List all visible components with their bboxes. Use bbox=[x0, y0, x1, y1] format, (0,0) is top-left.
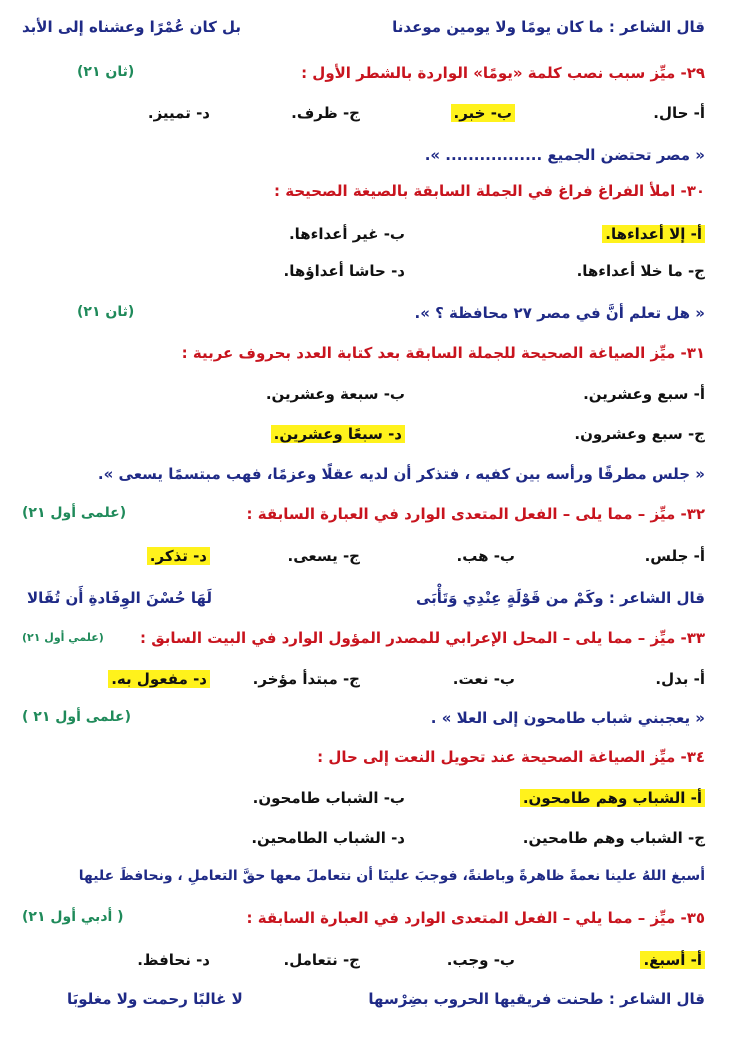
sentence-30: « مصر تحتضن الجميع ................. ». bbox=[424, 146, 705, 164]
option-b[interactable]: ب- نعت. bbox=[452, 670, 515, 688]
option-d[interactable]: د- الشباب الطامحين. bbox=[251, 829, 405, 847]
option-d-correct[interactable]: د- تذكر. bbox=[147, 547, 210, 565]
option-c[interactable]: ج- نتعامل. bbox=[283, 951, 360, 969]
option-b[interactable]: ب- الشباب طامحون. bbox=[252, 789, 405, 807]
verse-second-hemistich: لَهَا حُسْنَ الوِفَادةِ أَن تُقَالا bbox=[27, 589, 212, 607]
option-b[interactable]: ب- غير أعداءها. bbox=[288, 225, 405, 243]
sentence-35: أسبغ اللهُ علينا نعمةً ظاهرةً وباطنةً، فوجبَ علينَا أن نتعاملَ معها حقَّ التعاملِ ، ونحافظَ عليها bbox=[78, 868, 705, 884]
question-title: ٣٣- ميِّز – مما يلى – المحل الإعرابي للمصدر المؤول الوارد في البيت السابق : bbox=[140, 629, 705, 647]
option-b[interactable]: ب- سبعة وعشرين. bbox=[265, 385, 405, 403]
verse-first-hemistich: قال الشاعر : وكَمْ من قَوْلَةٍ عِنْدِي وَتَأْبَى bbox=[416, 589, 705, 607]
option-d[interactable]: د- نحافظ. bbox=[137, 951, 210, 969]
question-32 bbox=[22, 505, 705, 523]
exam-tag: ( أدبي أول ٢١) bbox=[22, 909, 124, 925]
option-a[interactable]: أ- حال. bbox=[653, 104, 705, 122]
question-33 bbox=[22, 629, 705, 647]
option-a[interactable]: أ- بدل. bbox=[655, 670, 705, 688]
option-c[interactable]: ج- مبتدأ مؤخر. bbox=[252, 670, 360, 688]
sentence-32: « جلس مطرقًا ورأسه بين كفيه ، فتذكر أن لديه عقلًا وعزمًا، فهب مبتسمًا يسعى ». bbox=[97, 465, 705, 483]
verse-second-hemistich: بل كان عُمْرًا وعشناه إلى الأبد bbox=[22, 18, 242, 36]
option-c[interactable]: ج- ما خلا أعداءها. bbox=[576, 262, 705, 280]
option-b[interactable]: ب- وجب. bbox=[446, 951, 515, 969]
question-title: ٣٠- املأ الفراغ فراغ في الجملة السابقة بالصيغة الصحيحة : bbox=[274, 182, 705, 200]
question-title: ٢٩- ميِّز سبب نصب كلمة «يومًا» الواردة بالشطر الأول : bbox=[301, 64, 705, 82]
sentence-text: « يعجبني شباب طامحون إلى العلا » . bbox=[430, 709, 705, 727]
option-d[interactable]: د- تمييز. bbox=[147, 104, 210, 122]
question-29 bbox=[22, 64, 705, 82]
exam-tag: (ثان ٢١) bbox=[77, 64, 135, 80]
question-35 bbox=[22, 909, 705, 927]
exam-tag: (علمى أول ٢١ ) bbox=[22, 709, 131, 725]
exam-tag: (ثان ٢١) bbox=[77, 304, 135, 320]
question-title: ٣٤- ميِّز الصياغة الصحيحة عند تحويل النعت إلى حال : bbox=[317, 748, 705, 766]
option-b[interactable]: ب- هب. bbox=[456, 547, 515, 565]
option-d[interactable]: د- حاشا أعداؤها. bbox=[283, 262, 405, 280]
option-c[interactable]: ج- سبع وعشرون. bbox=[574, 425, 705, 443]
question-31 bbox=[22, 344, 705, 362]
option-c[interactable]: ج- يسعى. bbox=[287, 547, 360, 565]
option-c[interactable]: ج- ظرف. bbox=[291, 104, 360, 122]
option-b-correct[interactable]: ب- خبر. bbox=[451, 104, 515, 122]
question-title: ٣٢- ميِّز – مما يلى – الفعل المتعدى الوارد في العبارة السابقة : bbox=[246, 505, 705, 523]
option-d-correct[interactable]: د- سبعًا وعشرين. bbox=[271, 425, 405, 443]
verse-first-hemistich: قال الشاعر : ما كان يومًا ولا يومين موعدنا bbox=[392, 18, 705, 36]
option-d-correct[interactable]: د- مفعول به. bbox=[108, 670, 210, 688]
option-a-correct[interactable]: أ- أسبغ. bbox=[640, 951, 705, 969]
option-a[interactable]: أ- جلس. bbox=[644, 547, 705, 565]
verse-first-hemistich: قال الشاعر : طحنت فريقيها الحروب بضِرْسها bbox=[368, 990, 705, 1008]
question-title: ٣١- ميِّز الصياغة الصحيحة للجملة السابقة بعد كتابة العدد بحروف عربية : bbox=[181, 344, 705, 362]
sentence-34 bbox=[22, 709, 705, 727]
exam-tag: (علمى أول ٢١) bbox=[22, 505, 127, 521]
sentence-31 bbox=[22, 304, 705, 322]
sentence-text: « هل تعلم أنَّ في مصر ٢٧ محافظة ؟ ». bbox=[414, 304, 705, 322]
question-title: ٣٥- ميِّز – مما يلي – الفعل المتعدى الوارد في العبارة السابقة : bbox=[246, 909, 705, 927]
option-c[interactable]: ج- الشباب وهم طامحين. bbox=[522, 829, 705, 847]
question-30 bbox=[22, 182, 705, 200]
question-34 bbox=[22, 748, 705, 766]
option-a-correct[interactable]: أ- الشباب وهم طامحون. bbox=[520, 789, 705, 807]
option-a[interactable]: أ- سبع وعشرين. bbox=[583, 385, 705, 403]
option-a-correct[interactable]: أ- إلا أعداءها. bbox=[602, 225, 705, 243]
verse-second-hemistich: لا غالبًا رحمت ولا مغلوبَا bbox=[67, 990, 243, 1008]
exam-tag: (علمي أول ٢١) bbox=[22, 631, 104, 644]
